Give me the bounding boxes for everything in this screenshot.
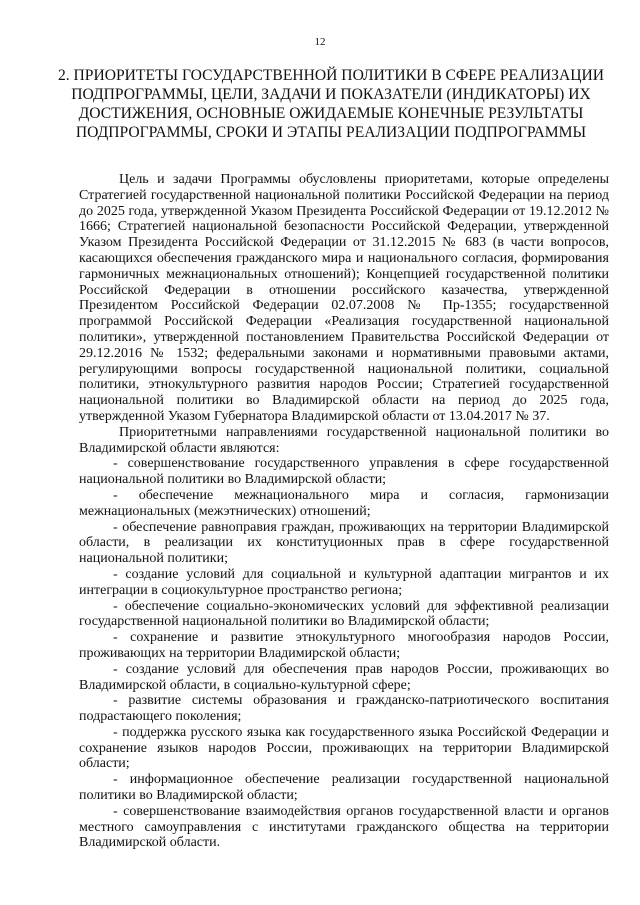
goals-paragraph: Цель и задачи Программы обусловлены приоритетами, которые определены Стратегией государственной национальной политики Российской Федерации на период до 2025 года, утвержденной Указом Президента Российской Федерации от 19.12.2012 № 1666; Стратегией национальной безопасности Российской Федерации, утвержденной Указом Президента Российской Федерации от 31.12.2015 № 683 (в части вопросов, касающихся обеспечения гражданского мира и национального согласия, формирования гармоничных межнациональных отношений); Концепцией государственной политики Российской Федерации в отношении российского казачества, утвержденной Президентом Российской Федерации 02.07.2008 № Пр-1355; государственной программой Российской Федерации «Реализация государственной национальной политики», утвержденной постановлением Правительства Российской Федерации от 29.12.2016 № 1532; федеральными законами и нормативными правовыми актами, регулирующими вопросы государственной национальной политики, социальной политики, этнокультурного развития народов России; Стратегией государственной национальной политики во Владимирской области на период до 2025 года, утвержденной Указом Губернатора Владимирской области от 13.04.2017 № 37. — [79, 172, 609, 424]
list-item: - обеспечение межнационального мира и согласия, гармонизации межнациональных (межэтнических) отношений; — [79, 487, 609, 519]
list-item: - сохранение и развитие этнокультурного многообразия народов России, проживающих на территории Владимирской области; — [79, 630, 609, 661]
heading-line: 2. ПРИОРИТЕТЫ ГОСУДАРСТВЕННОЙ ПОЛИТИКИ В СФЕРЕ РЕАЛИЗАЦИИ — [57, 67, 605, 84]
list-item: - создание условий для социальной и культурной адаптации мигрантов и их интеграции в социокультурное пространство региона; — [79, 566, 609, 598]
section-heading — [40, 66, 622, 142]
list-item: - обеспечение равноправия граждан, проживающих на территории Владимирской области, в реализации их конституционных прав в сфере государственной национальной политики; — [79, 519, 609, 567]
list-item: - совершенствование государственного управления в сфере государственной национальной политики во Владимирской области; — [79, 456, 609, 488]
list-item: - создание условий для обеспечения прав народов России, проживающих во Владимирской области, в социально-культурной сфере; — [79, 661, 609, 693]
list-item: - поддержка русского языка как государственного языка Российской Федерации и сохранение языков народов России, проживающих на территории Владимирской области; — [79, 724, 609, 772]
page-number: 12 — [314, 36, 326, 48]
list-item: - информационное обеспечение реализации государственной национальной политики во Владимирской области; — [79, 772, 609, 804]
heading-line: ДОСТИЖЕНИЯ, ОСНОВНЫЕ ОЖИДАЕМЫЕ КОНЕЧНЫЕ РЕЗУЛЬТАТЫ — [78, 105, 584, 122]
heading-line: ПОДПРОГРАММЫ, ЦЕЛИ, ЗАДАЧИ И ПОКАЗАТЕЛИ (ИНДИКАТОРЫ) ИХ — [71, 86, 591, 103]
priorities-intro-paragraph: Приоритетными направлениями государственной национальной политики во Владимирской области являются: — [79, 424, 609, 456]
priorities-list — [79, 456, 609, 851]
list-item: - обеспечение социально-экономических условий для эффективной реализации государственной национальной политики во Владимирской области; — [79, 598, 609, 630]
list-item: - совершенствование взаимодействия органов государственной власти и органов местного самоуправления с институтами гражданского общества на территории Владимирской области. — [79, 803, 609, 851]
section-body — [79, 172, 609, 851]
heading-line: ПОДПРОГРАММЫ, СРОКИ И ЭТАПЫ РЕАЛИЗАЦИИ ПОДПРОГРАММЫ — [75, 124, 587, 141]
list-item: - развитие системы образования и гражданско-патриотического воспитания подрастающего поколения; — [79, 693, 609, 725]
